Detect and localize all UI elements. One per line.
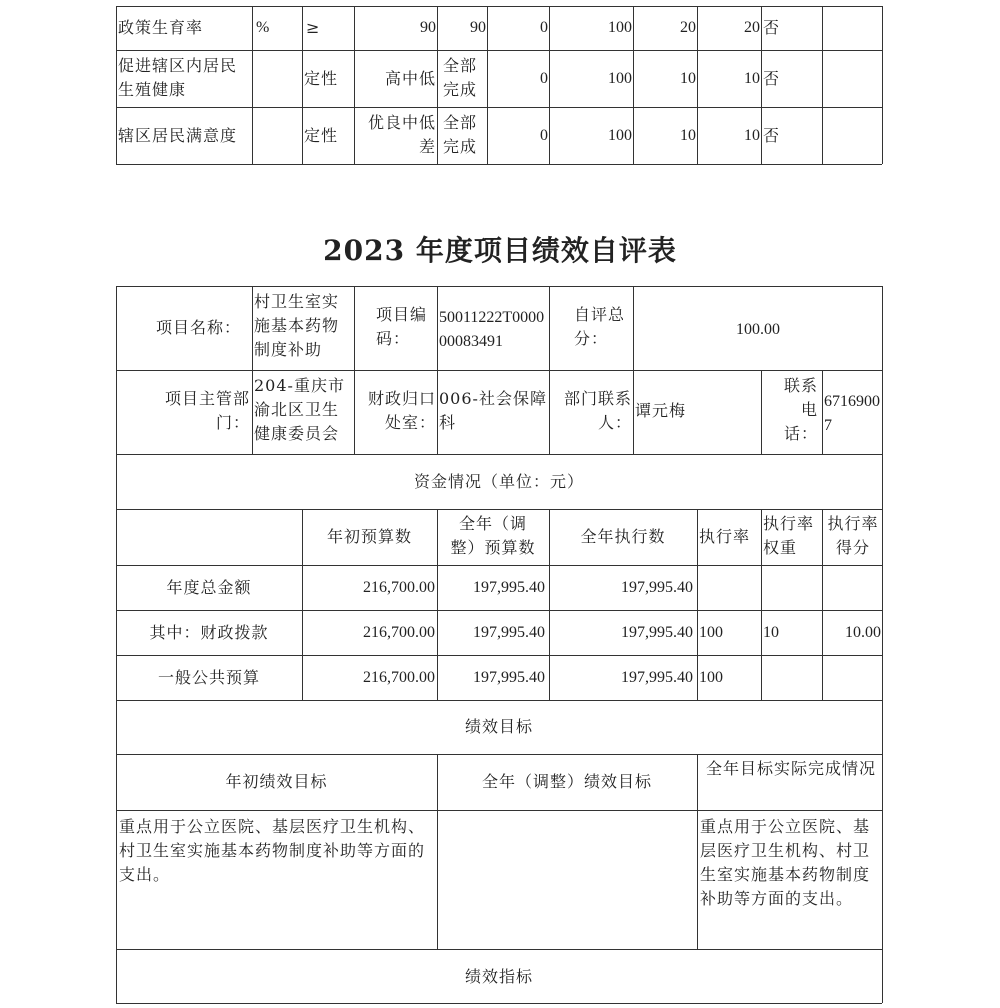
indicator-score: 10 [744, 127, 760, 144]
indicator-weight: 20 [680, 19, 696, 36]
funds-score: 10.00 [845, 624, 881, 641]
table-border [697, 509, 698, 700]
funds-executed: 197,995.40 [621, 669, 693, 686]
funds-row-label: 一般公共预算 [157, 668, 260, 687]
table-border [116, 700, 882, 701]
funds-header-weight: 执行率权重 [763, 514, 815, 557]
table-border [116, 50, 882, 51]
table-border [116, 286, 882, 287]
table-border [116, 107, 882, 108]
funds-section-label: 资金情况（单位：元） [413, 472, 584, 491]
table-border [487, 6, 488, 164]
funds-row-label: 其中：财政拨款 [149, 623, 269, 642]
goals-section-label: 绩效目标 [464, 717, 533, 736]
indicator-max: 100 [608, 127, 632, 144]
goals-header-initial: 年初绩效目标 [225, 772, 328, 791]
indicator-deviation: 否 [763, 126, 781, 145]
table-border [822, 370, 823, 454]
project-name-value: 村卫生室实施基本药物制度补助 [254, 292, 340, 359]
phone-value: 67169007 [824, 393, 880, 434]
indicator-direction: 定性 [304, 126, 339, 145]
table-border [761, 370, 762, 454]
indicator-min: 0 [540, 127, 548, 144]
indicator-target: 90 [420, 19, 436, 36]
funds-rate: 100 [699, 669, 723, 686]
funds-executed: 197,995.40 [621, 579, 693, 596]
project-code-value: 50011222T000000083491 [439, 309, 545, 350]
indicator-target: 高中低 [384, 69, 436, 88]
indicator-max: 100 [608, 70, 632, 87]
indicator-deviation: 否 [763, 18, 781, 37]
contact-label: 部门联系人： [563, 389, 632, 432]
indicator-weight: 10 [680, 127, 696, 144]
table-border [761, 509, 762, 700]
funds-header-executed: 全年执行数 [580, 527, 666, 546]
funds-header-adjusted: 全年（调整）预算数 [450, 514, 536, 557]
indicators-section-label: 绩效指标 [464, 967, 533, 986]
table-border [116, 6, 117, 164]
funds-header-score: 执行率得分 [827, 514, 879, 557]
table-border [633, 286, 634, 454]
table-border [697, 6, 698, 164]
table-border [437, 509, 438, 700]
indicator-direction: ≥ [306, 18, 321, 37]
funds-initial: 216,700.00 [363, 624, 435, 641]
phone-label: 联系电话： [783, 376, 818, 443]
funds-header-rate: 执行率 [699, 527, 751, 546]
funds-adjusted: 197,995.40 [473, 669, 545, 686]
goals-header-adjusted: 全年（调整）绩效目标 [481, 772, 652, 791]
table-border [302, 6, 303, 164]
indicator-name: 辖区居民满意度 [118, 126, 238, 145]
indicator-weight: 10 [680, 70, 696, 87]
table-border [116, 655, 882, 656]
table-border [116, 164, 882, 165]
table-border [882, 6, 883, 164]
table-border [116, 370, 882, 371]
goals-header-actual: 全年目标实际完成情况 [705, 759, 876, 778]
indicator-min: 0 [540, 70, 548, 87]
indicator-score: 20 [744, 19, 760, 36]
project-name-label: 项目名称： [156, 318, 242, 337]
table-border [116, 454, 882, 455]
contact-value: 谭元梅 [635, 401, 687, 420]
table-border [252, 286, 253, 454]
table-border [354, 6, 355, 164]
indicator-max: 100 [608, 19, 632, 36]
indicator-target: 优良中低差 [367, 113, 436, 156]
table-border [116, 6, 882, 7]
indicator-actual: 全部完成 [443, 56, 478, 99]
indicator-name: 政策生育率 [118, 18, 204, 37]
table-border [116, 509, 882, 510]
table-border [822, 509, 823, 700]
table-border [697, 754, 698, 949]
indicator-actual: 90 [470, 19, 486, 36]
funds-weight: 10 [763, 624, 779, 641]
funds-executed: 197,995.40 [621, 624, 693, 641]
table-border [354, 286, 355, 454]
funds-initial: 216,700.00 [363, 669, 435, 686]
table-border [633, 6, 634, 164]
funds-initial: 216,700.00 [363, 579, 435, 596]
indicator-direction: 定性 [304, 69, 339, 88]
funds-row-label: 年度总金额 [166, 578, 252, 597]
funds-rate: 100 [699, 624, 723, 641]
table-border [116, 1003, 882, 1004]
indicator-min: 0 [540, 19, 548, 36]
table-border [116, 949, 882, 950]
table-border [116, 754, 882, 755]
goals-actual-text: 重点用于公立医院、基层医疗卫生机构、村卫生室实施基本药物制度补助等方面的支出。 [700, 817, 871, 908]
table-border [116, 565, 882, 566]
funds-header-initial: 年初预算数 [326, 527, 412, 546]
indicator-deviation: 否 [763, 69, 781, 88]
dept-value: 204-重庆市渝北区卫生健康委员会 [254, 376, 345, 443]
funds-adjusted: 197,995.40 [473, 624, 545, 641]
self-score-value: 100.00 [736, 321, 780, 338]
table-border [437, 286, 438, 454]
table-border [822, 6, 823, 164]
table-border [549, 6, 550, 164]
indicator-name: 促进辖区内居民生殖健康 [118, 56, 238, 99]
table-border [882, 286, 883, 1003]
table-border [437, 6, 438, 164]
page-title: 2023 年度项目绩效自评表 [323, 234, 677, 267]
finance-office-value: 006-社会保障科 [439, 389, 547, 432]
table-border [761, 6, 762, 164]
goals-initial-text: 重点用于公立医院、基层医疗卫生机构、村卫生室实施基本药物制度补助等方面的支出。 [119, 817, 426, 884]
table-border [116, 810, 882, 811]
table-border [252, 6, 253, 164]
dept-label: 项目主管部门： [164, 389, 250, 432]
indicator-unit: % [256, 19, 270, 36]
table-border [116, 610, 882, 611]
funds-adjusted: 197,995.40 [473, 579, 545, 596]
finance-office-label: 财政归口处室： [367, 389, 436, 432]
table-border [549, 286, 550, 454]
self-score-label: 自评总分： [574, 305, 626, 348]
indicator-score: 10 [744, 70, 760, 87]
indicator-actual: 全部完成 [443, 113, 478, 156]
project-code-label: 项目编码： [376, 305, 428, 348]
